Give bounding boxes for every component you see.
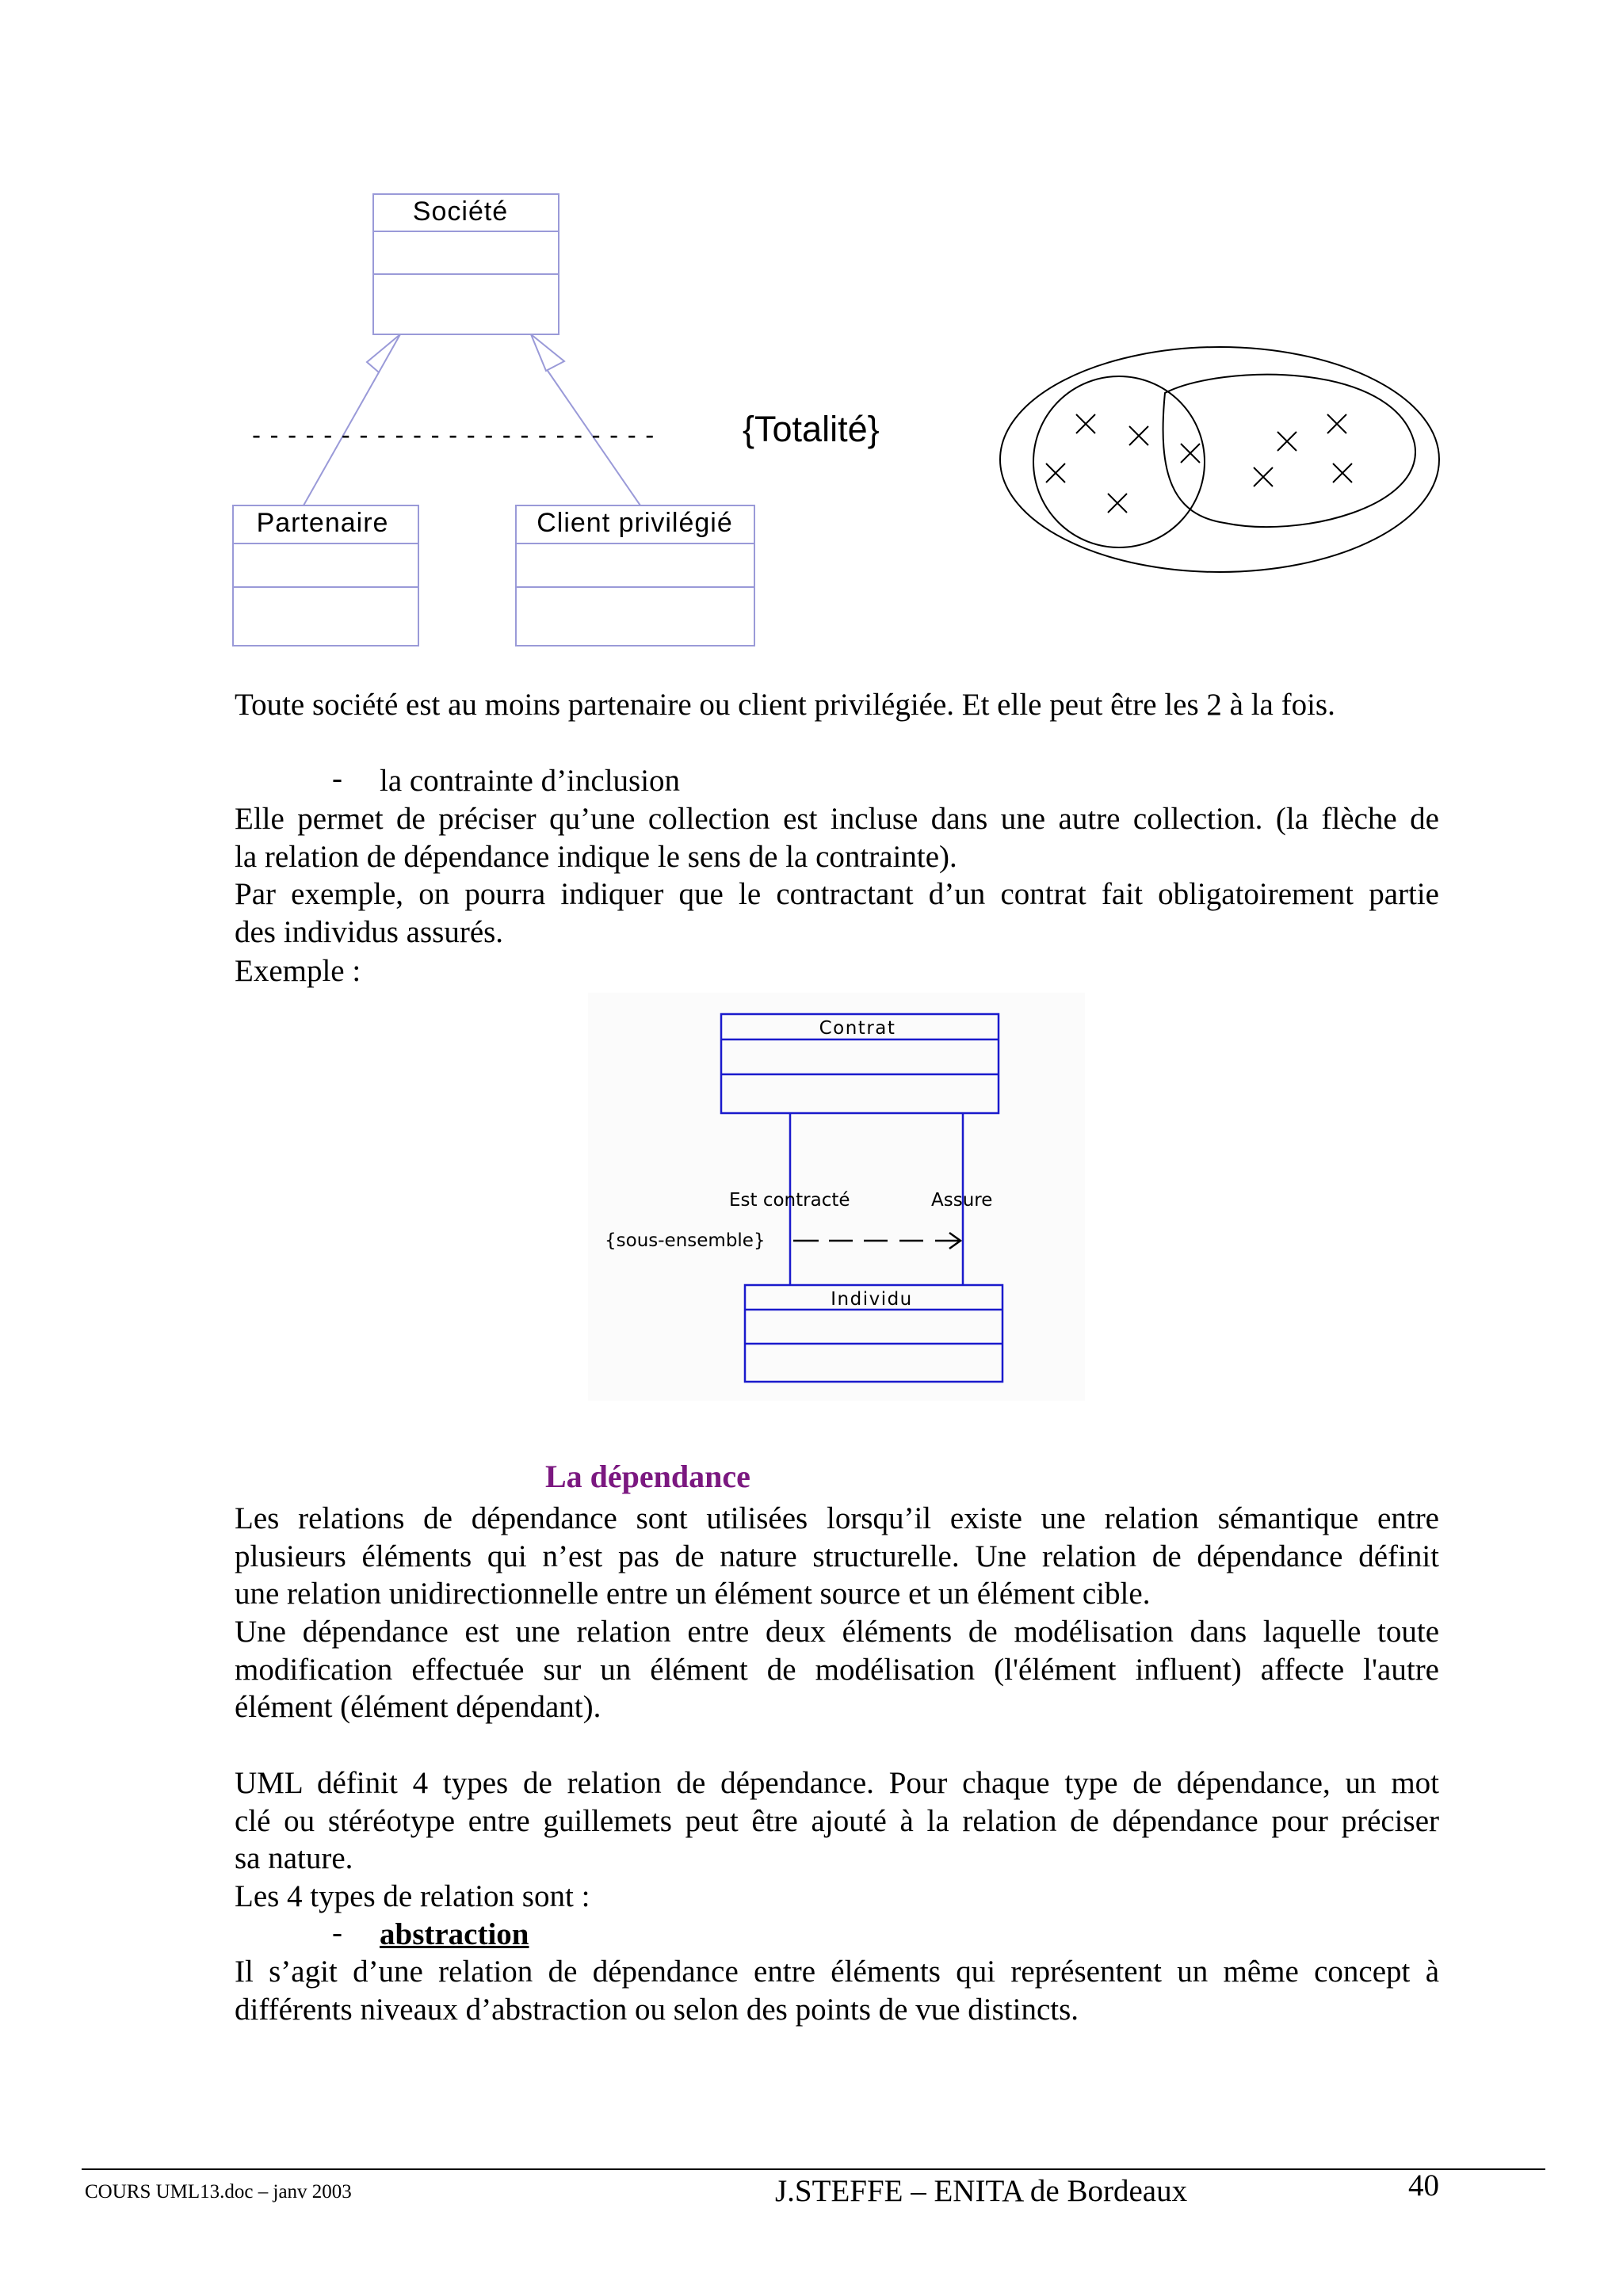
bullet-inclusion-label: la contrainte d’inclusion bbox=[380, 764, 681, 798]
paragraph-dependance-3 bbox=[235, 1764, 1439, 1878]
partition-dashes: - - - - - - - - - - - - - - - - - - - - - - - bbox=[252, 420, 655, 449]
role-est-contracte: Est contracté bbox=[729, 1190, 850, 1211]
text-line: UML définit 4 types de relation de dépendance. Pour chaque type de dépendance, un mot bbox=[235, 1766, 1439, 1800]
text-line: plusieurs éléments qui n’est pas de nature structurelle. Une relation de dépendance définit bbox=[235, 1539, 1439, 1573]
text-line: modification effectuée sur un élément de modélisation (l'élément influent) affecte l'autre bbox=[235, 1652, 1439, 1687]
types-intro: Les 4 types de relation sont : bbox=[235, 1879, 590, 1913]
text-line: sa nature. bbox=[235, 1841, 353, 1875]
text-line: Il s’agit d’une relation de dépendance entre éléments qui représentent un même concept à bbox=[235, 1955, 1439, 1989]
text-line: clé ou stéréotype entre guillemets peut être ajouté à la relation de dépendance pour préciser bbox=[235, 1803, 1439, 1838]
sous-ensemble-constraint: {sous-ensemble} bbox=[605, 1230, 766, 1251]
class-contrat-name: Contrat bbox=[819, 1018, 896, 1039]
footer-center: J.STEFFE – ENITA de Bordeaux bbox=[775, 2174, 1188, 2208]
class-partenaire-name: Partenaire bbox=[256, 508, 389, 538]
totalite-constraint: {Totalité} bbox=[743, 409, 880, 449]
text-line: Une dépendance est une relation entre deux éléments de modélisation dans laquelle toute bbox=[235, 1615, 1439, 1649]
bullet-dash: - bbox=[332, 761, 342, 795]
class-individu-name: Individu bbox=[831, 1289, 913, 1310]
section-heading: La dépendance bbox=[545, 1459, 750, 1494]
page-number: 40 bbox=[1408, 2168, 1439, 2203]
text-line: la relation de dépendance indique le sens de la contrainte). bbox=[235, 839, 957, 874]
text-line: élément (élément dépendant). bbox=[235, 1690, 601, 1724]
text-line: Toute société est au moins partenaire ou client privilégiée. Et elle peut être les 2 à la fois. bbox=[235, 688, 1335, 722]
exemple-label: Exemple : bbox=[235, 954, 361, 988]
class-societe-name: Société bbox=[412, 196, 509, 227]
text-line: Par exemple, on pourra indiquer que le contractant d’un contrat fait obligatoirement partie bbox=[235, 877, 1439, 911]
text-line: Les relations de dépendance sont utilisées lorsqu’il existe une relation sémantique entre bbox=[235, 1501, 1439, 1535]
text-line: Elle permet de préciser qu’une collection est incluse dans une autre collection. (la flèche de bbox=[235, 802, 1439, 836]
footer-left: COURS UML13.doc – janv 2003 bbox=[85, 2181, 352, 2203]
class-client-name: Client privilégié bbox=[537, 508, 733, 538]
bullet-dash: - bbox=[332, 1916, 342, 1950]
footer-rule bbox=[82, 2168, 1545, 2170]
text-line: différents niveaux d’abstraction ou selon des points de vue distincts. bbox=[235, 1992, 1079, 2027]
paragraph-abstraction bbox=[235, 1953, 1439, 2028]
text-line: une relation unidirectionnelle entre un élément source et un élément cible. bbox=[235, 1577, 1151, 1611]
bullet-abstraction-label: abstraction bbox=[380, 1917, 529, 1951]
text-line: des individus assurés. bbox=[235, 914, 504, 949]
role-assure: Assure bbox=[931, 1190, 993, 1211]
paragraph-dependance-2 bbox=[235, 1613, 1439, 1726]
paragraph-dependance-1 bbox=[235, 1500, 1439, 1613]
